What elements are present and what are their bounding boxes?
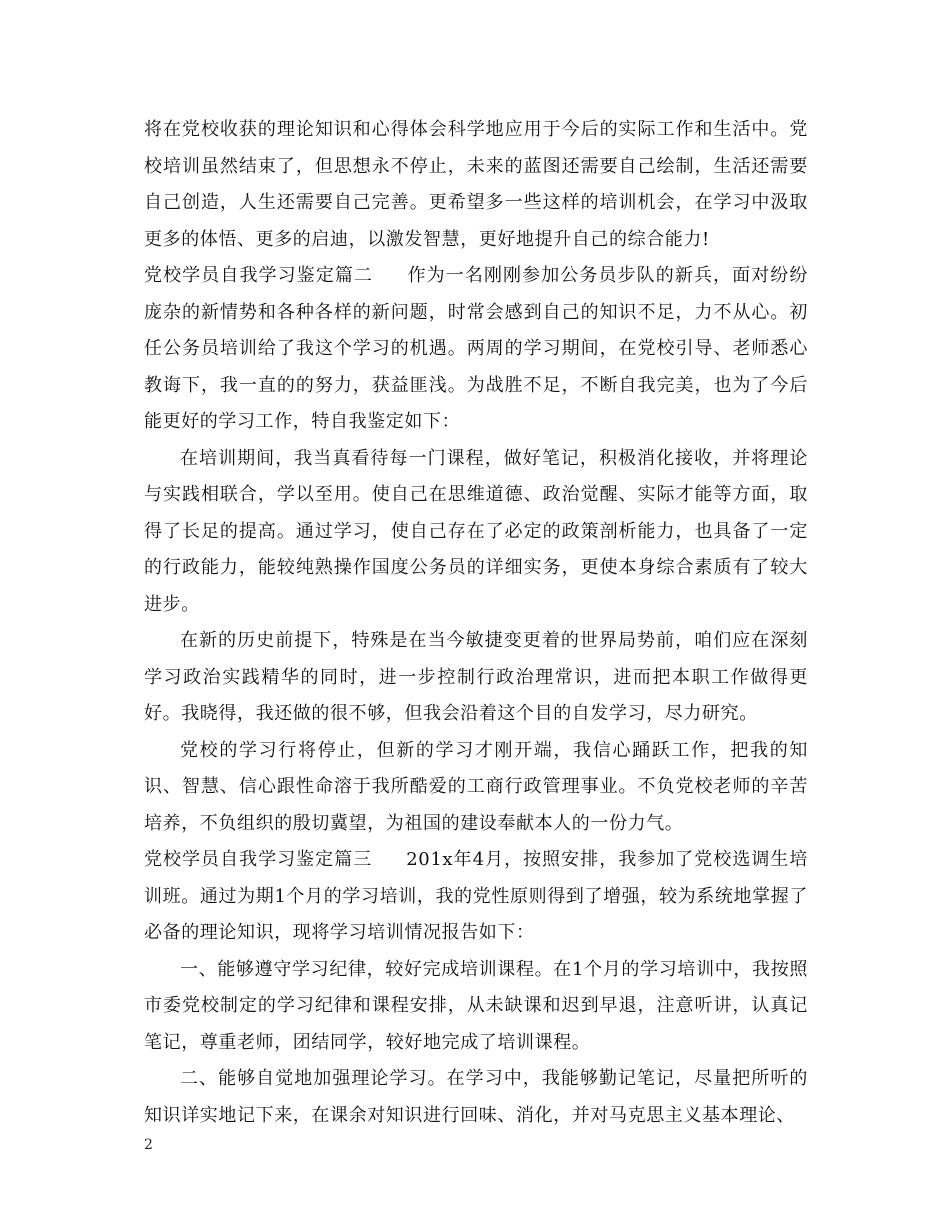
section-two-text: 作为一名刚刚参加公务员步队的新兵，面对纷纷庞杂的新情势和各种各样的新问题，时常会感到自己的知识不足，力不从心。初任公务员培训给了我这个学习的机遇。两周的学习期间，在党校引导、老师悉心教诲下，我一直的的努力，获益匪浅。为战胜不足，不断自我完美，也为了今后能更好的学习工作，特自我鉴定如下： xyxy=(144,265,808,432)
paragraph-new-history: 在新的历史前提下，特殊是在当今敏捷变更着的世界局势前，咱们应在深刻学习政治实践精华的同时，进一步控制行政治理常识，进而把本职工作做得更好。我晓得，我还做的很不够，但我会沿着这个目的自发学习，尽力研究。 xyxy=(144,630,808,724)
paragraph-point-one: 一、能够遵守学习纪律，较好完成培训课程。在1个月的学习培训中，我按照市委党校制定的学习纪律和课程安排，从未缺课和迟到早退，注意听讲，认真记笔记，尊重老师，团结同学，较好地完成了培训课程。 xyxy=(144,958,808,1053)
page-number: 2 xyxy=(144,1137,153,1153)
paragraph-intro: 将在党校收获的理论知识和心得体会科学地应用于今后的实际工作和生活中。党校培训虽然结束了，但思想永不停止，未来的蓝图还需要自己绘制，生活还需要自己创造，人生还需要自己完善。更希望多一些这样的培训机会，在学习中汲取更多的体悟、更多的启迪，以激发智慧，更好地提升自己的综合能力! xyxy=(144,119,808,250)
section-three-paragraph xyxy=(144,842,808,952)
document-body xyxy=(144,112,808,1134)
section-heading-two: 党校学员自我学习鉴定篇二 xyxy=(144,265,374,286)
section-three-text: 201x年4月，按照安排，我参加了党校选调生培训班。通过为期1个月的学习培训，我的党性原则得到了增强，较为系统地掌握了必备的理论知识，现将学习培训情况报告如下： xyxy=(144,849,808,943)
paragraph-point-two: 二、能够自觉地加强理论学习。在学习中，我能够勤记笔记，尽量把所听的知识详实地记下来，在课余对知识进行回味、消化，并对马克思主义基本理论、 xyxy=(144,1068,808,1126)
paragraph-training-period: 在培训期间，我当真看待每一门课程，做好笔记，积极消化接收，并将理论与实践相联合，学以至用。使自己在思维道德、政治觉醒、实际才能等方面，取得了长足的提高。通过学习，使自己存在了必定的政策剖析能力，也具备了一定的行政能力，能较纯熟操作国度公务员的详细实务，更使本身综合素质有了较大进步。 xyxy=(144,447,808,615)
paragraph-study-ending: 党校的学习行将停止，但新的学习才刚开端，我信心踊跃工作，把我的知识、智慧、信心跟性命溶于我所酷爱的工商行政管理事业。不负党校老师的辛苦培养，不负组织的殷切冀望，为祖国的建设奉献本人的一份力气。 xyxy=(144,739,808,834)
section-two-paragraph xyxy=(144,258,808,441)
section-heading-three: 党校学员自我学习鉴定篇三 xyxy=(144,849,373,870)
